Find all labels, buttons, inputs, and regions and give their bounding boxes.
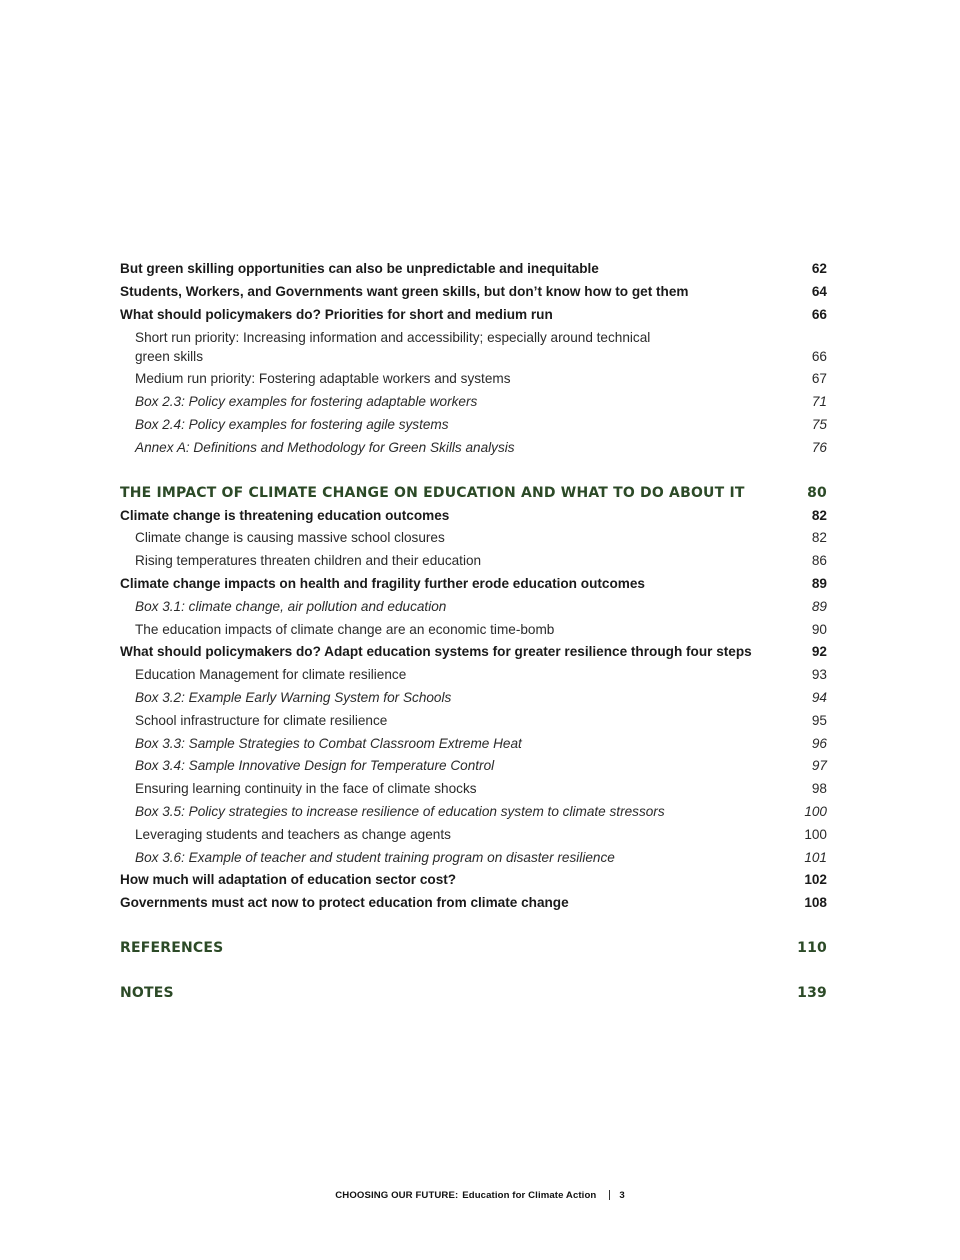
- toc-entry[interactable]: [120, 596, 827, 619]
- toc-entry-title: Governments must act now to protect education from climate change: [120, 895, 569, 911]
- toc-entry-title: School infrastructure for climate resilience: [135, 712, 388, 728]
- toc-entry[interactable]: [120, 258, 827, 281]
- toc-entry-title: Box 3.3: Sample Strategies to Combat Classroom Extreme Heat: [135, 735, 522, 751]
- toc-entry-page: 94: [811, 689, 827, 705]
- toc-entry[interactable]: [120, 281, 827, 304]
- toc-entry[interactable]: [120, 755, 827, 778]
- toc-entry-page: 64: [811, 283, 827, 299]
- toc-entry-page: 82: [811, 530, 827, 546]
- toc-entry-page: 71: [811, 394, 827, 410]
- toc-entry-title: How much will adaptation of education sector cost?: [120, 872, 457, 888]
- footer-separator: [609, 1190, 610, 1200]
- toc-entry-title: Short run priority: Increasing information and accessibility; especially around technical green skills: [135, 330, 651, 365]
- toc-entry-page: 89: [811, 575, 827, 591]
- toc-entry-title: Education Management for climate resilience: [135, 667, 407, 683]
- toc-section3-entries: [120, 505, 827, 915]
- page-footer: [0, 1187, 960, 1203]
- toc-entry-page: 66: [811, 349, 827, 365]
- toc-entry[interactable]: [120, 733, 827, 756]
- toc-entry[interactable]: [120, 687, 827, 710]
- footer-page-number: 3: [619, 1189, 625, 1201]
- toc-entry-page: 75: [811, 416, 827, 432]
- toc-entry[interactable]: [120, 892, 827, 915]
- toc-entry[interactable]: [120, 573, 827, 596]
- references-page-number: 110: [797, 939, 827, 956]
- toc-entry-title: Climate change impacts on health and fragility further erode education outcomes: [120, 575, 645, 591]
- section-page-number: 80: [807, 484, 827, 501]
- toc-entry[interactable]: [120, 414, 827, 437]
- toc-entry-title: Climate change is causing massive school closures: [135, 530, 445, 546]
- toc-entry[interactable]: [120, 664, 827, 687]
- toc-entry-title: Box 3.6: Example of teacher and student training program on disaster resilience: [135, 849, 615, 865]
- toc-entry-page: 100: [804, 803, 827, 819]
- references-title: REFERENCES: [120, 939, 224, 956]
- section-title: THE IMPACT OF CLIMATE CHANGE ON EDUCATION AND WHAT TO DO ABOUT IT: [120, 484, 745, 501]
- toc-entry-title: Ensuring learning continuity in the face of climate shocks: [135, 781, 477, 797]
- toc-entry-title: Rising temperatures threaten children and their education: [135, 553, 482, 569]
- toc-entry-page: 90: [811, 621, 827, 637]
- toc-references-heading[interactable]: [120, 937, 827, 960]
- toc-entry-title: Climate change is threatening education outcomes: [120, 507, 450, 523]
- toc-entry-title: Students, Workers, and Governments want green skills, but don’t know how to get them: [120, 283, 689, 299]
- toc-entry[interactable]: [120, 368, 827, 391]
- toc-entry-title: What should policymakers do? Adapt education systems for greater resilience through four steps: [120, 644, 752, 660]
- toc-entry[interactable]: [120, 801, 827, 824]
- toc-entry-title: But green skilling opportunities can also be unpredictable and inequitable: [120, 261, 599, 276]
- toc-entry-title: Annex A: Definitions and Methodology for Green Skills analysis: [135, 439, 515, 455]
- toc-entry-page: 97: [811, 758, 827, 774]
- toc-entry-page: 95: [811, 712, 827, 728]
- table-of-contents: [120, 258, 827, 1005]
- toc-entry[interactable]: [120, 641, 827, 664]
- toc-entry-title: Box 2.3: Policy examples for fostering adaptable workers: [135, 394, 478, 410]
- toc-entry-page: 67: [811, 371, 827, 387]
- toc-entry[interactable]: [120, 619, 827, 642]
- toc-entry-page: 62: [811, 261, 827, 276]
- toc-entry[interactable]: [120, 391, 827, 414]
- toc-entry-page: 98: [811, 781, 827, 797]
- toc-entry[interactable]: [120, 527, 827, 550]
- toc-notes-heading[interactable]: [120, 982, 827, 1005]
- toc-entry[interactable]: [120, 824, 827, 847]
- toc-entry-title: The education impacts of climate change are an economic time-bomb: [135, 621, 555, 637]
- toc-entry[interactable]: [120, 326, 827, 368]
- toc-entry-page: 66: [811, 306, 827, 322]
- toc-entry-title: What should policymakers do? Priorities for short and medium run: [120, 306, 553, 322]
- toc-entry-title: Box 3.5: Policy strategies to increase resilience of education system to climate stressors: [135, 803, 665, 819]
- toc-section-heading-3[interactable]: [120, 482, 827, 505]
- notes-title: NOTES: [120, 984, 174, 1001]
- toc-entry-title: Box 3.4: Sample Innovative Design for Temperature Control: [135, 758, 495, 774]
- toc-entry-page: 89: [811, 598, 827, 614]
- toc-entry-page: 96: [811, 735, 827, 751]
- toc-entry-title: Leveraging students and teachers as change agents: [135, 826, 451, 842]
- toc-entry[interactable]: [120, 778, 827, 801]
- toc-entry-page: 108: [804, 895, 827, 911]
- toc-entry-title: Box 3.1: climate change, air pollution and education: [135, 598, 447, 614]
- toc-entry-page: 86: [811, 553, 827, 569]
- toc-entry-page: 100: [804, 826, 827, 842]
- toc-entry[interactable]: [120, 869, 827, 892]
- toc-entry-page: 82: [811, 507, 827, 523]
- toc-entry-page: 76: [811, 439, 827, 455]
- toc-entry-title: Box 2.4: Policy examples for fostering agile systems: [135, 416, 449, 432]
- toc-entry[interactable]: [120, 505, 827, 528]
- toc-entry-title: Medium run priority: Fostering adaptable workers and systems: [135, 371, 511, 387]
- toc-entry[interactable]: [120, 710, 827, 733]
- footer-publication-subtitle: Education for Climate Action: [462, 1189, 597, 1201]
- toc-entry-page: 92: [811, 644, 827, 660]
- toc-entry[interactable]: [120, 550, 827, 573]
- toc-entry[interactable]: [120, 304, 827, 327]
- toc-entry-page: 101: [804, 849, 827, 865]
- toc-entry-page: 102: [804, 872, 827, 888]
- toc-entry[interactable]: [120, 847, 827, 870]
- toc-entry-title: Box 3.2: Example Early Warning System for Schools: [135, 689, 452, 705]
- toc-entry-page: 93: [811, 667, 827, 683]
- notes-page-number: 139: [797, 984, 827, 1001]
- toc-part2-entries: [120, 258, 827, 460]
- footer-publication-title: CHOOSING OUR FUTURE:: [335, 1189, 459, 1201]
- toc-entry[interactable]: [120, 437, 827, 460]
